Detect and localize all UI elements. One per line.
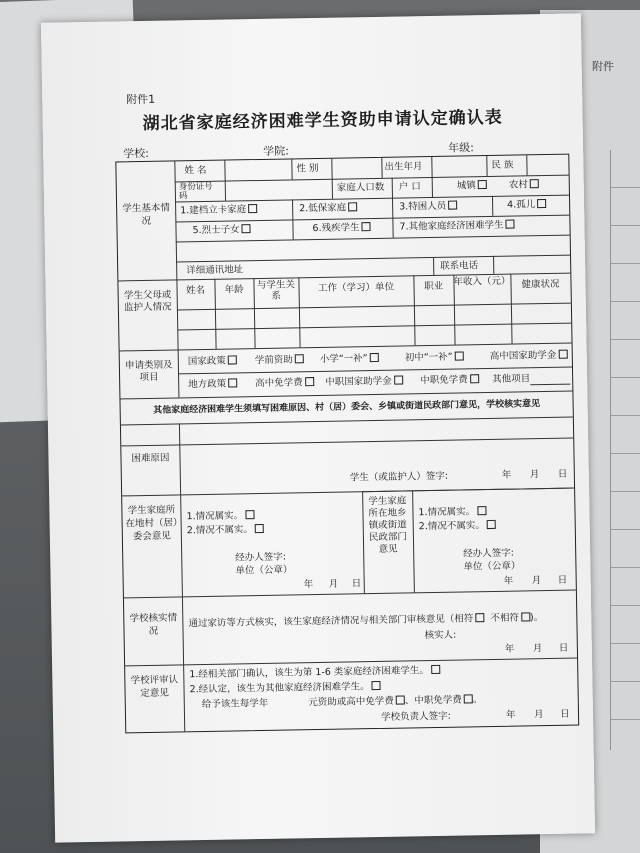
national-policy-checkbox[interactable] <box>228 355 237 364</box>
category-4-checkbox[interactable] <box>537 199 546 208</box>
evaluation-line2[interactable] <box>189 681 380 696</box>
committee-day: 日 <box>351 578 362 590</box>
committee-opt1-label: 1.情况属实。 <box>186 510 244 523</box>
category-2[interactable] <box>299 202 357 215</box>
category-7-label: 7.其他家庭经济困难学生 <box>399 219 504 233</box>
category-3-checkbox[interactable] <box>448 201 457 210</box>
senior-free-checkbox[interactable] <box>305 377 314 386</box>
evaluation-senior-free-checkbox[interactable] <box>396 696 405 705</box>
committee-opt2-checkbox[interactable] <box>255 524 264 533</box>
junior-option[interactable] <box>405 351 464 364</box>
evaluation-line1-label: 1.经相关部门确认，该生为第 1-6 类家庭经济困难学生。 <box>189 665 429 681</box>
page-title: 湖北省家庭经济困难学生资助申请认定确认表 <box>142 107 503 135</box>
family-col-occupation: 职业 <box>423 280 444 293</box>
local-policy[interactable] <box>188 378 237 391</box>
category-3-label: 3.特困人员 <box>399 200 447 213</box>
birth-label: 出生年月 <box>384 161 423 173</box>
committee-opt2-label: 2.情况不属实。 <box>186 524 253 537</box>
name-label: 姓 名 <box>184 164 207 177</box>
urban-label: 城镇 <box>456 180 476 192</box>
senior-grant-option[interactable] <box>490 350 568 363</box>
school-label: 学校: <box>123 146 150 161</box>
rural-checkbox[interactable] <box>530 179 539 188</box>
verification-section-label: 学校核实情况 <box>129 612 178 637</box>
verifier-label: 核实人: <box>424 629 457 642</box>
national-policy[interactable] <box>188 355 237 368</box>
hardship-signature-label: 学生（或监护人）签字: <box>349 470 449 484</box>
category-1[interactable] <box>180 204 257 217</box>
committee-opt1-checkbox[interactable] <box>245 510 254 519</box>
civil-stamp-label: 单位（公章） <box>463 560 521 573</box>
attachment-label: 附件1 <box>126 92 156 107</box>
category-3[interactable] <box>399 201 457 214</box>
household-size-label: 家庭人口数 <box>336 181 385 194</box>
family-col-income: 年收入（元） <box>453 275 511 288</box>
verification-year: 年 <box>504 643 515 655</box>
evaluation-month: 月 <box>533 709 544 721</box>
evaluation-line1[interactable] <box>189 665 440 681</box>
hukou-label: 户 口 <box>398 181 421 193</box>
primary-label: 小学“一补” <box>319 353 368 365</box>
family-section-label: 学生父母或监护人情况 <box>123 289 172 314</box>
basic-info-section-label: 学生基本情况 <box>122 202 170 228</box>
ethnicity-label: 民 族 <box>491 159 514 171</box>
category-6[interactable] <box>312 222 370 235</box>
local-policy-checkbox[interactable] <box>228 378 237 387</box>
civil-month: 月 <box>531 575 542 587</box>
vocational-grant-checkbox[interactable] <box>394 376 403 385</box>
category-2-checkbox[interactable] <box>348 202 357 211</box>
committee-opt1[interactable] <box>186 510 254 523</box>
preschool-option[interactable] <box>255 354 304 367</box>
evaluation-day: 日 <box>559 708 570 720</box>
evaluation-line3: 给予该生每学年 元资助或高中免学费 、中职免学费 。 <box>201 694 483 711</box>
right-page-fragment: 附件 <box>592 60 614 73</box>
evaluation-line3a: 给予该生每学年 <box>201 697 269 711</box>
verification-day: 日 <box>558 642 569 654</box>
application-form <box>115 154 579 734</box>
category-7-checkbox[interactable] <box>505 220 514 229</box>
verification-text: 通过家访等方式核实，该生家庭经济情况与相关部门审核意见（相符 不相符 )。 <box>188 612 544 630</box>
other-project-label: 其他项目 <box>492 373 531 385</box>
category-1-checkbox[interactable] <box>248 204 257 213</box>
verification-mismatch-label: 不相符 <box>490 612 520 625</box>
senior-free-label: 高中免学费 <box>255 377 303 390</box>
verification-match-checkbox[interactable] <box>475 613 484 622</box>
civil-opt2-checkbox[interactable] <box>487 520 496 529</box>
family-col-employer: 工作（学习）单位 <box>317 281 395 294</box>
phone-label: 联系电话 <box>440 260 479 272</box>
primary-checkbox[interactable] <box>370 353 379 362</box>
category-5-label: 5.烈士子女 <box>192 224 240 237</box>
category-1-label: 1.建档立卡家庭 <box>180 204 247 217</box>
category-6-label: 6.残疾学生 <box>312 222 360 235</box>
other-project[interactable] <box>492 373 570 386</box>
local-policy-label: 地方政策 <box>188 378 227 391</box>
evaluation-vocational-free-checkbox[interactable] <box>464 694 473 703</box>
evaluation-line2-label: 2.经认定，该生为其他家庭经济困难学生。 <box>189 681 370 696</box>
category-5-checkbox[interactable] <box>242 224 251 233</box>
category-5[interactable] <box>192 224 250 237</box>
committee-stamp-label: 单位（公章） <box>235 564 293 577</box>
urban-checkbox[interactable] <box>478 180 487 189</box>
vocational-grant-label: 中职国家助学金 <box>325 375 392 388</box>
category-4-label: 4.孤儿 <box>507 199 536 211</box>
civil-handler-label: 经办人签字: <box>463 547 515 560</box>
hardship-section-label: 困难原因 <box>131 452 170 465</box>
evaluation-section-label: 学校评审认定意见 <box>130 674 179 700</box>
committee-section-label: 学生家庭所在地村（居）委会意见 <box>125 504 178 543</box>
vocational-free-label: 中职免学费 <box>420 374 468 387</box>
civil-section-label: 学生家庭所在地乡镇或街道民政部门意见 <box>368 495 408 555</box>
vocational-free-checkbox[interactable] <box>470 374 479 383</box>
application-section-label: 申请类别及项目 <box>125 359 173 384</box>
principal-signature-label: 学校负责人签字: <box>380 710 451 723</box>
civil-day: 日 <box>557 574 568 586</box>
category-2-label: 2.低保家庭 <box>299 202 347 215</box>
senior-free-option[interactable] <box>255 377 314 390</box>
family-col-age: 年龄 <box>224 284 244 296</box>
senior-grant-label: 高中国家助学金 <box>489 349 557 362</box>
gender-label: 性 别 <box>296 162 319 175</box>
evaluation-line2-checkbox[interactable] <box>372 681 381 690</box>
urban-option[interactable] <box>457 180 487 193</box>
evaluation-line3c: 、中职免学费 <box>404 694 462 707</box>
junior-checkbox[interactable] <box>455 351 464 360</box>
hardship-year: 年 <box>501 469 512 481</box>
junior-label: 初中“一补” <box>404 351 453 364</box>
rural-label: 农村 <box>508 179 528 191</box>
committee-opt2[interactable] <box>187 524 264 537</box>
form-page <box>41 13 595 842</box>
evaluation-line3b: 元资助或高中免学费 <box>308 695 394 709</box>
address-label: 详细通讯地址 <box>186 264 244 277</box>
family-col-name: 姓名 <box>185 284 206 297</box>
category-7[interactable] <box>399 220 514 234</box>
national-policy-label: 国家政策 <box>187 355 226 368</box>
family-col-health: 健康状况 <box>521 278 560 291</box>
civil-opt2[interactable] <box>419 520 496 533</box>
senior-grant-checkbox[interactable] <box>558 350 567 359</box>
committee-year: 年 <box>303 579 314 591</box>
civil-opt2-label: 2.情况不属实。 <box>418 520 485 533</box>
hardship-month: 月 <box>529 469 540 481</box>
civil-year: 年 <box>503 575 514 587</box>
committee-handler-label: 经办人签字: <box>235 551 287 564</box>
verification-text-label: 通过家访等方式核实，该生家庭经济情况与相关部门审核意见（相符 <box>188 613 474 630</box>
category-6-checkbox[interactable] <box>361 222 370 231</box>
notice-text: 其他家庭经济困难学生须填写困难原因、村（居）委会、乡镇或街道民政部门意见，学校核实意见 <box>153 399 541 416</box>
primary-option[interactable] <box>320 353 379 366</box>
evaluation-line1-checkbox[interactable] <box>431 665 440 674</box>
id-number-label: 身份证号 码 <box>178 181 213 202</box>
preschool-checkbox[interactable] <box>295 354 304 363</box>
evaluation-year: 年 <box>505 709 516 721</box>
right-page-grid <box>610 150 640 750</box>
civil-opt1-label: 1.情况属实。 <box>418 506 476 519</box>
verification-mismatch-checkbox[interactable] <box>521 612 530 621</box>
verification-month: 月 <box>532 643 543 655</box>
vocational-grant-option[interactable] <box>325 376 403 389</box>
civil-opt1-checkbox[interactable] <box>477 506 486 515</box>
other-project-blank[interactable] <box>530 374 570 386</box>
category-4[interactable] <box>507 199 546 212</box>
hardship-day: 日 <box>557 468 568 480</box>
preschool-label: 学前资助 <box>254 354 293 367</box>
vocational-free-option[interactable] <box>420 374 479 387</box>
civil-opt1[interactable] <box>418 506 486 519</box>
grade-label: 年级: <box>448 141 474 155</box>
committee-month: 月 <box>328 578 339 590</box>
rural-option[interactable] <box>509 179 539 192</box>
family-col-relation: 与学生关系 <box>256 279 296 302</box>
department-label: 学院: <box>263 144 289 158</box>
